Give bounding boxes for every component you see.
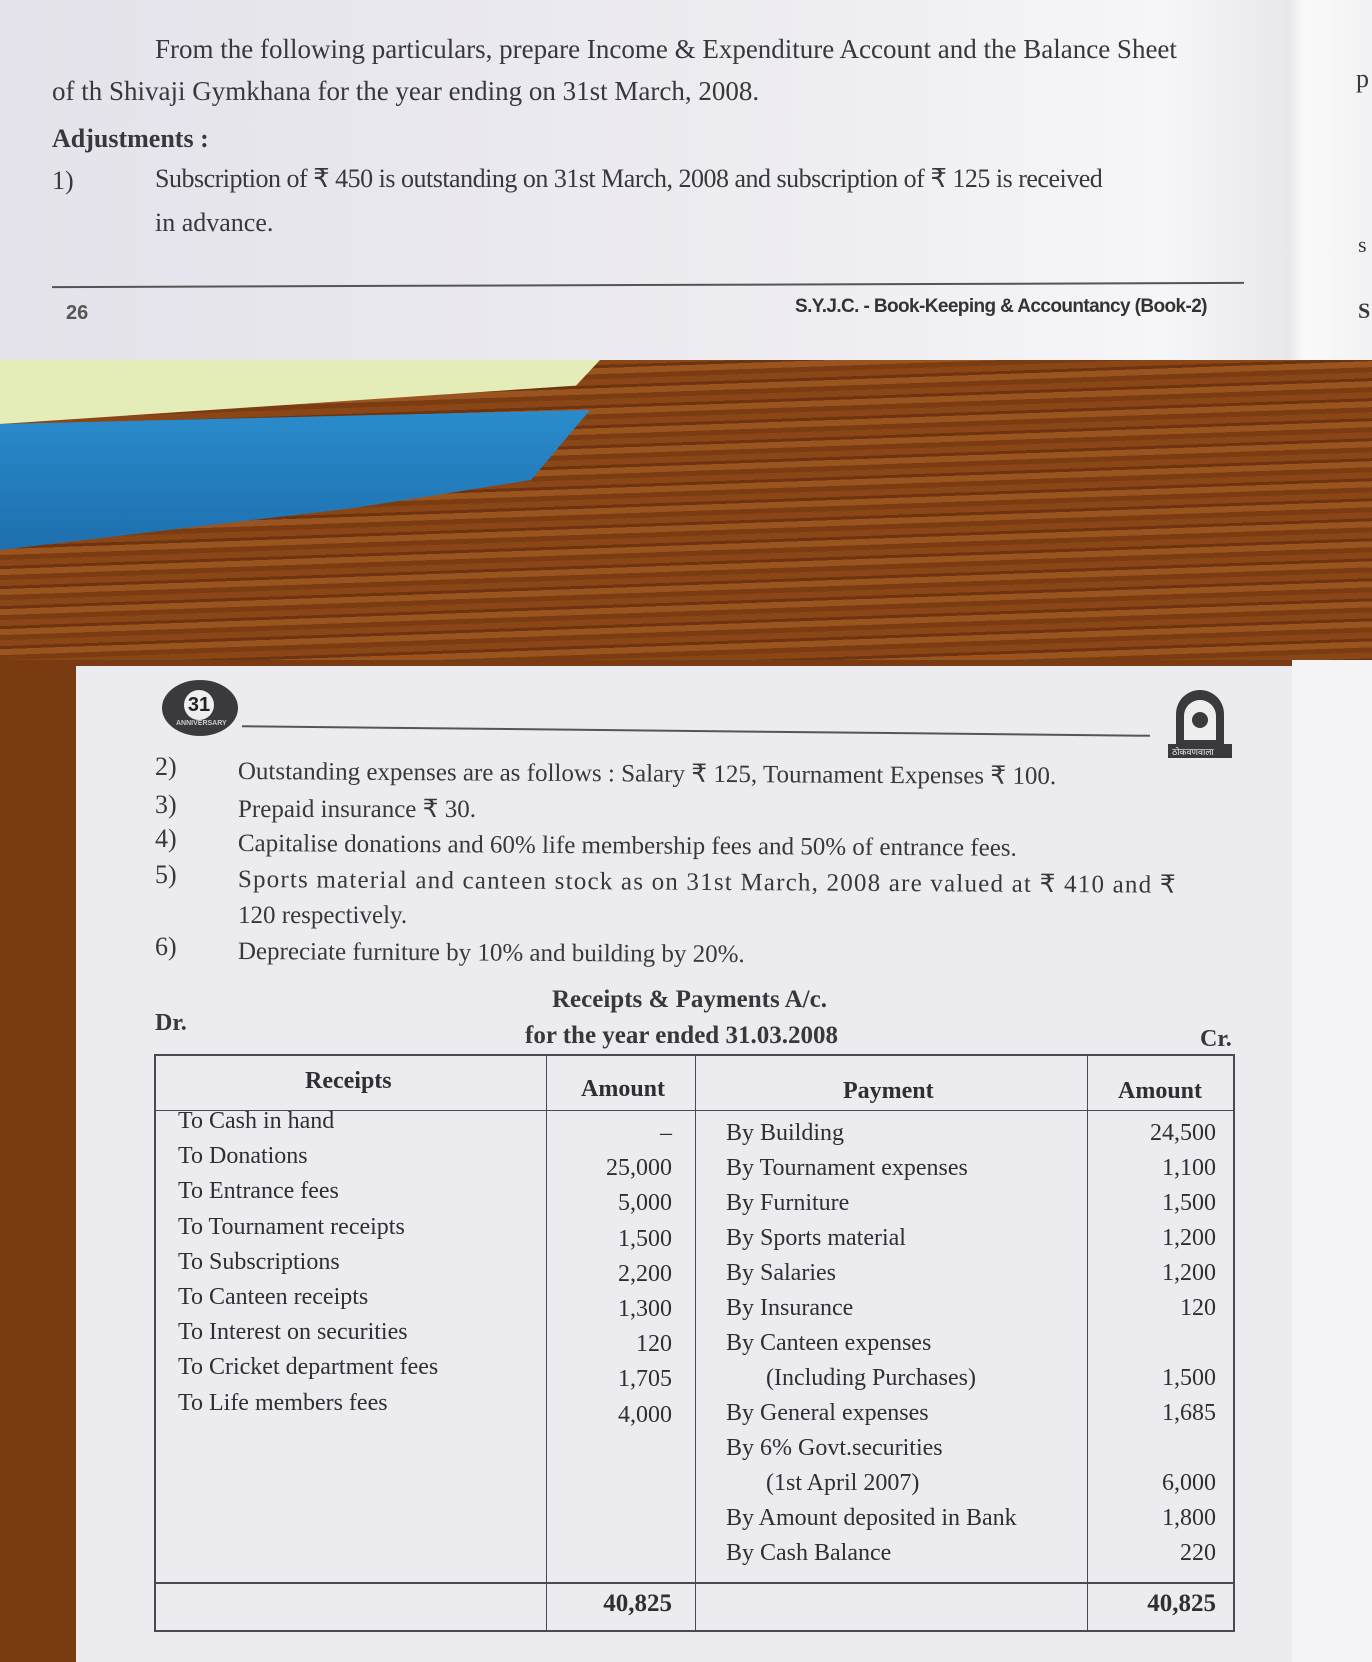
payment-amount: 1,500 bbox=[1162, 1190, 1216, 1216]
debit-label: Dr. bbox=[155, 1010, 187, 1036]
adjustment-number: 4) bbox=[155, 824, 177, 853]
adjustment-text: Prepaid insurance ₹ 30. bbox=[238, 796, 477, 823]
receipt-label: To Cash in hand bbox=[178, 1108, 335, 1134]
receipt-label: To Entrance fees bbox=[178, 1178, 339, 1205]
receipt-label: To Tournament receipts bbox=[178, 1213, 405, 1240]
payment-amount: 1,800 bbox=[1162, 1505, 1216, 1531]
edge-letter: s bbox=[1358, 232, 1367, 257]
header-receipts: Receipts bbox=[305, 1068, 392, 1094]
page-margin bbox=[1292, 660, 1372, 1662]
publisher-logo bbox=[1168, 688, 1232, 758]
payment-amount: 1,100 bbox=[1162, 1155, 1216, 1181]
adjustment-text: 120 respectively. bbox=[238, 902, 408, 929]
receipt-label: To Interest on securities bbox=[178, 1319, 408, 1346]
payment-amount: 6,000 bbox=[1162, 1470, 1216, 1496]
payment-label: By Amount deposited in Bank bbox=[726, 1505, 1017, 1531]
adjustment-text: Depreciate furniture by 10% and building by 20%. bbox=[237, 938, 745, 969]
receipt-label: To Life members fees bbox=[178, 1389, 388, 1416]
edge-letter: S bbox=[1358, 298, 1371, 323]
header-amount: Amount bbox=[581, 1076, 666, 1102]
payment-label: By Canteen expenses bbox=[726, 1330, 932, 1356]
total-payments: 40,825 bbox=[1147, 1590, 1216, 1617]
receipt-amount: 120 bbox=[636, 1331, 672, 1358]
payment-amount: 120 bbox=[1180, 1295, 1216, 1321]
receipt-amount: 4,000 bbox=[618, 1401, 672, 1428]
payment-amount: 1,685 bbox=[1162, 1400, 1216, 1426]
receipt-amount: 25,000 bbox=[606, 1155, 672, 1182]
adjustment-number: 5) bbox=[155, 860, 177, 889]
receipt-amount: 5,000 bbox=[618, 1190, 672, 1217]
payment-amount: 1,200 bbox=[1162, 1225, 1216, 1251]
receipt-amount: 2,200 bbox=[618, 1260, 672, 1287]
adjustment-1-line-2: in advance. bbox=[155, 208, 274, 237]
page-number: 26 bbox=[66, 302, 89, 324]
payment-amount: 24,500 bbox=[1150, 1120, 1216, 1146]
payment-label: By Building bbox=[726, 1120, 845, 1146]
receipt-amount: – bbox=[660, 1120, 672, 1146]
payment-label: By Furniture bbox=[726, 1190, 850, 1216]
receipt-amount: 1,500 bbox=[618, 1225, 672, 1252]
adjustment-1-line-1: Subscription of ₹ 450 is outstanding on 31st March, 2008 and subscription of ₹ 125 is received bbox=[155, 164, 1103, 193]
intro-line-2: of th Shivaji Gymkhana for the year ending on 31st March, 2008. bbox=[52, 76, 760, 106]
payment-label: By Sports material bbox=[726, 1225, 906, 1251]
adjustment-number: 6) bbox=[155, 932, 177, 961]
anniversary-badge bbox=[162, 680, 238, 736]
logo-caption: ठोकवणवाला bbox=[1172, 748, 1214, 758]
payment-amount: 1,200 bbox=[1162, 1260, 1216, 1286]
adjustment-number: 3) bbox=[155, 790, 177, 819]
edge-letter: p bbox=[1356, 64, 1369, 93]
account-title: Receipts & Payments A/c. bbox=[552, 986, 827, 1013]
receipt-amount: 1,705 bbox=[618, 1366, 672, 1393]
receipt-label: To Canteen receipts bbox=[178, 1284, 369, 1310]
adjustment-1-number: 1) bbox=[52, 166, 74, 195]
payment-label: (1st April 2007) bbox=[766, 1470, 920, 1496]
total-receipts: 40,825 bbox=[603, 1590, 672, 1617]
payment-label: By General expenses bbox=[726, 1400, 929, 1426]
payment-amount: 1,500 bbox=[1162, 1365, 1216, 1391]
receipt-label: To Subscriptions bbox=[178, 1248, 340, 1275]
receipt-label: To Donations bbox=[178, 1143, 308, 1170]
payment-label: By Insurance bbox=[726, 1295, 854, 1321]
payment-label: By Tournament expenses bbox=[726, 1155, 968, 1181]
payment-label: (Including Purchases) bbox=[766, 1365, 976, 1391]
footer-book-title: S.Y.J.C. - Book-Keeping & Accountancy (Book-2) bbox=[795, 296, 1207, 317]
payment-label: By Cash Balance bbox=[726, 1540, 892, 1566]
credit-label: Cr. bbox=[1200, 1026, 1232, 1052]
badge-number: 31 bbox=[184, 690, 214, 720]
payment-label: By Salaries bbox=[726, 1260, 836, 1286]
intro-line-1: From the following particulars, prepare Income & Expenditure Account and the Balance Sheet bbox=[155, 34, 1177, 64]
receipt-amount: 1,300 bbox=[618, 1296, 672, 1322]
header-amount: Amount bbox=[1118, 1078, 1203, 1104]
adjustment-number: 2) bbox=[155, 752, 177, 781]
adjustment-text: Capitalise donations and 60% life membership fees and 50% of entrance fees. bbox=[237, 830, 1017, 862]
adjustment-text: Sports material and canteen stock as on 31st March, 2008 are valued at ₹ 410 and ₹ bbox=[237, 865, 1177, 899]
payment-label: By 6% Govt.securities bbox=[726, 1435, 943, 1461]
payment-amount: 220 bbox=[1180, 1540, 1216, 1566]
adjustment-text: Outstanding expenses are as follows : Salary ₹ 125, Tournament Expenses ₹ 100. bbox=[237, 757, 1057, 790]
header-payment: Payment bbox=[843, 1078, 934, 1104]
badge-text: ANNIVERSARY bbox=[176, 720, 227, 727]
receipt-label: To Cricket department fees bbox=[178, 1354, 439, 1381]
account-subtitle: for the year ended 31.03.2008 bbox=[525, 1022, 838, 1049]
adjustments-heading: Adjustments : bbox=[52, 124, 209, 153]
